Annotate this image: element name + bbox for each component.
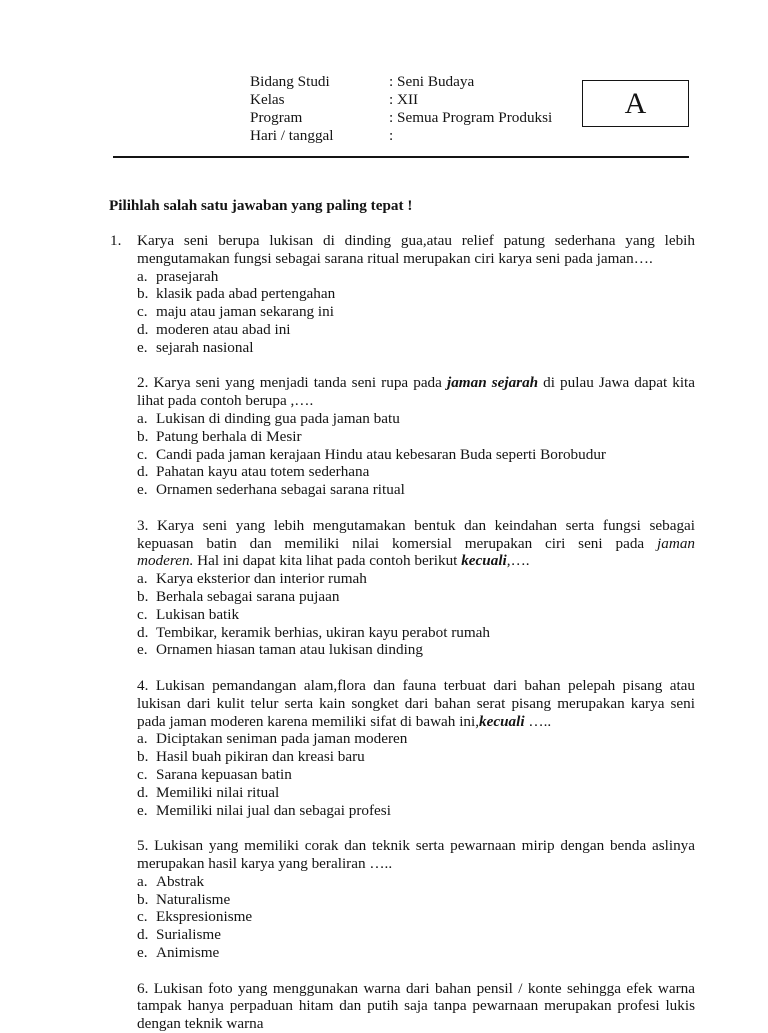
- question-4: [109, 677, 695, 819]
- option-text: Patung berhala di Mesir: [156, 427, 302, 445]
- option-text: Memiliki nilai ritual: [156, 783, 280, 801]
- question-body: [137, 837, 695, 962]
- option-label: d.: [137, 623, 149, 641]
- option-text: Animisme: [156, 943, 220, 961]
- option-item: [137, 766, 695, 784]
- question-line: [137, 392, 695, 410]
- option-list: [137, 730, 695, 819]
- question-text: merupakan hasil karya yang beraliran …..: [137, 854, 393, 872]
- exam-version-box: [582, 80, 689, 127]
- header-value: : Semua Program Produksi: [389, 109, 553, 126]
- option-label: e.: [137, 801, 148, 819]
- option-text: prasejarah: [156, 267, 219, 285]
- question-line: [137, 855, 695, 873]
- option-label: c.: [137, 445, 148, 463]
- option-list: [137, 410, 695, 499]
- emphasis-text: moderen.: [137, 552, 194, 570]
- question-number: 3.: [137, 516, 149, 534]
- option-item: [137, 410, 695, 428]
- option-label: d.: [137, 463, 149, 481]
- option-item: [137, 321, 695, 339]
- question-number-gutter: [109, 837, 137, 962]
- question-number-gutter: [109, 677, 137, 819]
- question-body: [137, 232, 695, 357]
- option-text: moderen atau abad ini: [156, 321, 291, 339]
- question-text: Lukisan foto yang menggunakan warna dari bahan pensil / konte sehingga efek warna: [153, 979, 695, 997]
- option-text: maju atau jaman sekarang ini: [156, 303, 334, 321]
- question-text: Lukisan yang memiliki corak dan teknik serta pewarnaan mirip dengan benda aslinya: [154, 837, 696, 855]
- instructions: Pilihlah salah satu jawaban yang paling tepat !: [109, 196, 413, 214]
- option-text: Ornamen hiasan taman atau lukisan dinding: [156, 641, 423, 659]
- question-line: [137, 837, 695, 855]
- question-text: lihat pada contoh berupa ,….: [137, 392, 314, 410]
- header-label: Program: [250, 109, 303, 126]
- option-item: [137, 570, 695, 588]
- exam-version-letter: A: [624, 86, 647, 120]
- option-text: klasik pada abad pertengahan: [156, 285, 336, 303]
- option-item: [137, 641, 695, 659]
- question-line: [137, 1015, 695, 1033]
- option-list: [137, 570, 695, 659]
- question-line: [137, 997, 695, 1015]
- question-number: 1.: [110, 232, 122, 250]
- option-label: a.: [137, 730, 148, 748]
- option-label: d.: [137, 783, 149, 801]
- question-text: kepuasan batin dan memiliki nilai komersial merupakan ciri seni pada: [137, 534, 658, 552]
- header-row-date: [250, 127, 552, 145]
- exam-content: [109, 196, 696, 1033]
- option-text: Ornamen sederhana sebagai sarana ritual: [156, 481, 405, 499]
- option-item: [137, 730, 695, 748]
- option-text: Sarana kepuasan batin: [156, 766, 292, 783]
- option-item: [137, 944, 695, 962]
- option-label: a.: [137, 410, 148, 428]
- option-label: d.: [137, 926, 149, 944]
- option-label: e.: [137, 338, 148, 356]
- question-line: [137, 677, 695, 695]
- option-text: Naturalisme: [156, 890, 231, 908]
- option-text: Hasil buah pikiran dan kreasi baru: [156, 748, 365, 766]
- question-line: [137, 552, 695, 570]
- header-label: Kelas: [250, 91, 285, 108]
- emphasis-text: jaman: [657, 534, 695, 552]
- option-label: a.: [137, 267, 148, 285]
- option-label: b.: [137, 588, 149, 606]
- option-text: Ekspresionisme: [156, 908, 253, 926]
- option-label: e.: [137, 481, 148, 499]
- option-label: e.: [137, 943, 148, 961]
- question-text: ,….: [506, 552, 530, 570]
- header-value: : XII: [389, 91, 419, 108]
- option-label: b.: [137, 427, 149, 445]
- question-1: [109, 232, 695, 357]
- option-item: [137, 285, 695, 303]
- question-body: [137, 374, 695, 499]
- header-value: : Seni Budaya: [389, 73, 475, 90]
- question-line: [137, 713, 695, 731]
- question-number: 4.: [137, 677, 149, 695]
- question-line: [137, 695, 695, 713]
- option-item: [137, 873, 695, 891]
- header-row-class: [250, 91, 552, 109]
- header-label: Bidang Studi: [250, 73, 330, 90]
- option-label: c.: [137, 908, 148, 926]
- option-label: c.: [137, 766, 148, 783]
- question-line: [137, 535, 695, 553]
- question-number-gutter: [109, 232, 137, 357]
- question-text: lukisan dari kulit telur serta kain songket dari bahan serat pisang merupakan karya seni: [137, 694, 695, 712]
- option-item: [137, 891, 695, 909]
- header-divider: [113, 156, 689, 158]
- option-label: e.: [137, 641, 148, 659]
- option-label: b.: [137, 285, 149, 303]
- option-text: Surialisme: [156, 926, 221, 944]
- question-number: 5.: [137, 837, 149, 855]
- question-body: [137, 979, 695, 1033]
- option-item: [137, 463, 695, 481]
- option-item: [137, 748, 695, 766]
- option-label: a.: [137, 570, 148, 588]
- option-item: [137, 802, 695, 820]
- question-text: …..: [524, 712, 552, 730]
- question-text: Karya seni yang lebih mengutamakan bentuk dan keindahan serta fungsi sebagai: [156, 516, 695, 534]
- question-number: 6.: [137, 979, 149, 997]
- question-3: [109, 517, 695, 659]
- option-label: d.: [137, 321, 149, 339]
- option-text: Abstrak: [156, 872, 205, 890]
- option-item: [137, 268, 695, 286]
- question-6: [109, 979, 695, 1033]
- option-item: [137, 446, 695, 464]
- option-label: c.: [137, 605, 148, 623]
- question-2: [109, 374, 695, 499]
- question-list: [109, 232, 696, 1033]
- option-item: [137, 339, 695, 357]
- option-item: [137, 784, 695, 802]
- header-row-subject: [250, 73, 552, 91]
- question-text: Karya seni yang menjadi tanda seni rupa pada: [153, 374, 447, 392]
- option-text: Tembikar, keramik berhias, ukiran kayu perabot rumah: [156, 623, 491, 641]
- option-text: Candi pada jaman kerajaan Hindu atau kebesaran Buda seperti Borobudur: [156, 445, 606, 463]
- question-line: [137, 250, 695, 268]
- question-line: [137, 232, 695, 250]
- question-text: Lukisan pemandangan alam,flora dan fauna terbuat dari bahan pelepah pisang atau: [155, 677, 696, 695]
- question-text: Karya seni berupa lukisan di dinding gua,atau relief patung sederhana yang lebih: [137, 232, 695, 250]
- option-text: sejarah nasional: [156, 338, 254, 356]
- question-number-gutter: [109, 374, 137, 499]
- option-item: [137, 428, 695, 446]
- question-body: [137, 677, 695, 819]
- question-text: dengan teknik warna: [137, 1015, 264, 1033]
- option-label: b.: [137, 890, 149, 908]
- question-number-gutter: [109, 980, 137, 1024]
- question-text: pada jaman moderen karena memiliki sifat di bawah ini,: [137, 712, 480, 730]
- header-label: Hari / tanggal: [250, 127, 334, 144]
- option-text: Pahatan kayu atau totem sederhana: [156, 463, 370, 481]
- question-text: Hal ini dapat kita lihat pada contoh berikut: [193, 552, 462, 570]
- question-number: 2.: [137, 374, 149, 392]
- option-label: c.: [137, 303, 148, 321]
- option-label: b.: [137, 748, 149, 766]
- question-text: di pulau Jawa dapat kita: [538, 374, 696, 392]
- question-line: [137, 374, 695, 392]
- option-item: [137, 588, 695, 606]
- emphasis-text: jaman sejarah: [446, 374, 539, 392]
- option-label: a.: [137, 872, 148, 890]
- option-text: Diciptakan seniman pada jaman moderen: [156, 730, 408, 748]
- option-list: [137, 268, 695, 357]
- question-line: [137, 980, 695, 998]
- option-item: [137, 624, 695, 642]
- option-text: Lukisan di dinding gua pada jaman batu: [156, 410, 400, 428]
- option-text: Berhala sebagai sarana pujaan: [156, 588, 340, 606]
- question-text: mengutamakan fungsi sebagai sarana ritual merupakan ciri karya seni pada jaman….: [137, 249, 653, 267]
- question-text: tampak hanya perpaduan hitam dan putih saja tanpa pewarnaan merupakan profesi lukis: [137, 997, 695, 1015]
- header-value: :: [389, 127, 394, 144]
- option-text: Memiliki nilai jual dan sebagai profesi: [156, 801, 391, 819]
- option-item: [137, 926, 695, 944]
- exam-header: [250, 73, 552, 145]
- option-text: Lukisan batik: [156, 605, 240, 623]
- question-body: [137, 517, 695, 659]
- emphasis-text: kecuali: [479, 712, 525, 730]
- option-item: [137, 908, 695, 926]
- question-number-gutter: [109, 517, 137, 659]
- option-text: Karya eksterior dan interior rumah: [156, 570, 367, 588]
- header-row-program: [250, 109, 552, 127]
- option-item: [137, 606, 695, 624]
- question-5: [109, 837, 695, 962]
- question-line: [137, 517, 695, 535]
- emphasis-text: kecuali: [461, 552, 507, 570]
- option-list: [137, 873, 695, 962]
- option-item: [137, 481, 695, 499]
- option-item: [137, 303, 695, 321]
